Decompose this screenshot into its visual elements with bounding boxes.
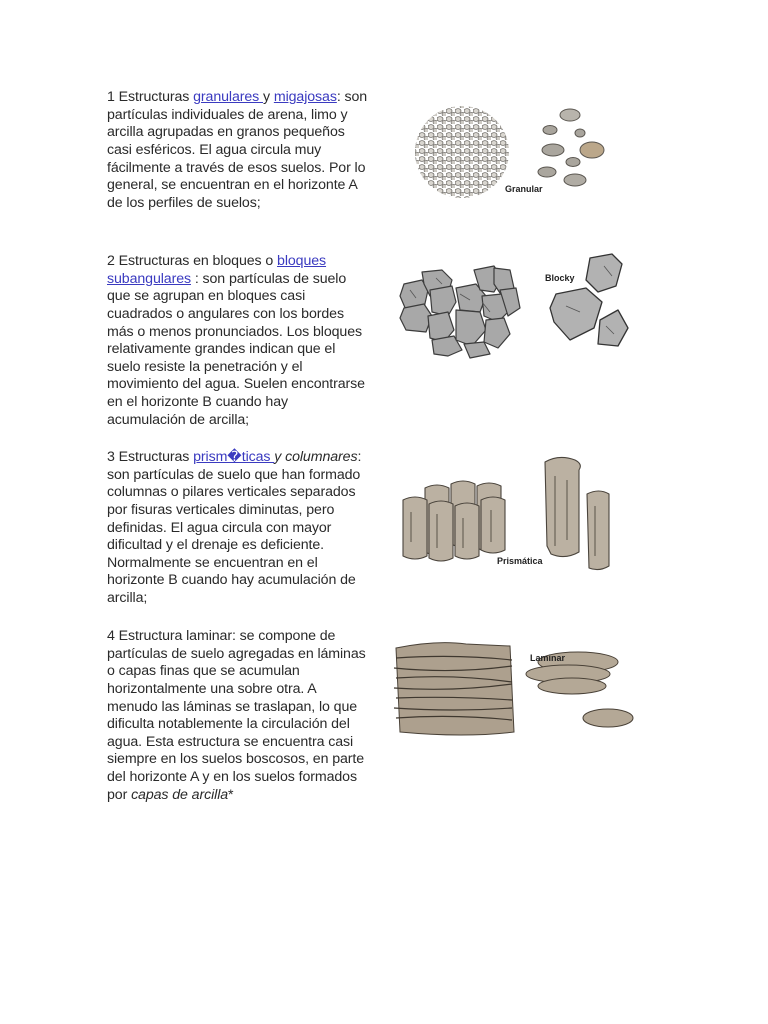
blocky-soil-icon [390, 250, 635, 360]
laminar-illustration [390, 640, 635, 740]
link-bloques-subangulares[interactable]: bloques subangulares [107, 253, 327, 287]
granular-illustration [410, 100, 610, 210]
blocky-illustration [390, 250, 635, 360]
link-granulares[interactable]: granulares [193, 89, 264, 106]
figure-label-granular: Granular [505, 184, 543, 194]
laminar-soil-icon [390, 640, 635, 740]
link-prismaticas[interactable]: prism�ticas [193, 449, 275, 466]
figure-label-laminar: Laminar [530, 653, 566, 663]
blocky-paragraph: 2 Estructuras en bloques o bloques subangulares : son partículas de suelo que se agrupan en bloques casi cuadrados o angulares con los bordes más o menos pronunciados. Los bloques relativamente grandes indican que el suelo resiste la penetración y el movimiento del agua. Suelen encontrarse en el horizonte B cuando hay acumulación de arcilla; [107, 253, 365, 428]
laminar-paragraph: 4 Estructura laminar: se compone de partículas de suelo agregadas en láminas o capas finas que se acumulan horizontalmente una sobre otra. A menudo las láminas se traslapan, lo que dificulta notablemente la circulación del agua. Esta estructura se encuentra casi siempre en los suelos boscosos, en parte del horizonte A y en los suelos formados por capas de arcilla* [107, 628, 366, 803]
link-migajosas[interactable]: migajosas [273, 89, 337, 106]
figure-label-blocky: Blocky [545, 273, 575, 283]
granular-paragraph: 1 Estructuras granulares y migajosas: son partículas individuales de arena, limo y arcilla agrupadas en granos pequeños casi esféricos. El agua circula muy fácilmente a través de esos suelos. Por lo general, se encuentran en el horizonte A de los perfiles de suelos; [107, 89, 368, 211]
figure-label-prismatica: Prismática [497, 556, 543, 566]
prismatic-illustration [395, 450, 625, 580]
prismatic-paragraph: 3 Estructuras prism�ticas y columnares: son partículas de suelo que han formado columnas o pilares verticales separados por fisuras verticales diminutas, pero definidas. El agua circula con mayor dificultad y el drenaje es deficiente. Normalmente se encuentran en el horizonte B cuando hay acumulación de arcilla; [107, 449, 362, 606]
